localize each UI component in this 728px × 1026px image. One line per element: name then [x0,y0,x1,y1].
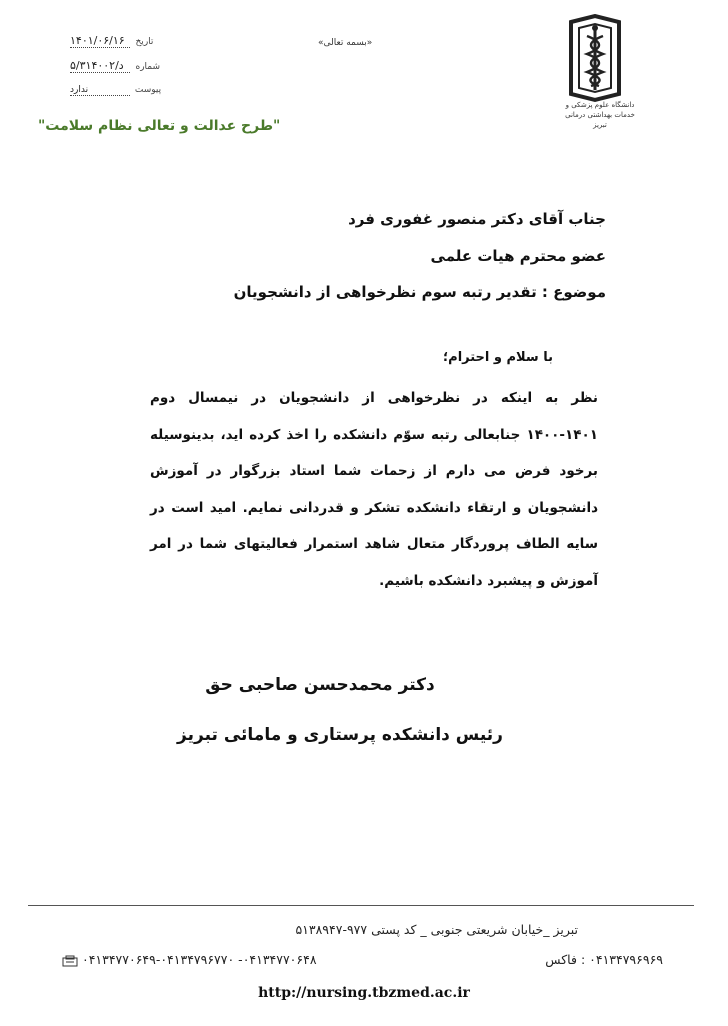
basmala: «بسمه تعالی» [318,38,373,48]
footer-divider [28,905,694,906]
recipient: جناب آقای دکتر منصور غفوری فرد [348,210,606,228]
fax-icon [62,955,78,967]
footer-fax-group [62,952,317,967]
footer-phone: ۰۴۱۳۴۷۹۶۹۶۹ : فاکس [545,952,663,967]
slogan: "طرح عدالت و تعالی نظام سلامت" [38,118,281,134]
number-row [70,59,170,73]
recipient-position: عضو محترم هیات علمی [430,247,606,265]
greeting: با سلام و احترام؛ [442,350,553,365]
footer-address: تبریز _خیابان شریعتی جنوبی _ کد پستی ۹۷۷-۵۱۳۸۹۴۷ [295,922,578,937]
date-row [70,34,170,48]
letter-body [150,380,598,599]
date-label: تاریخ [135,37,154,47]
university-name: دانشگاه علوم پزشکی و خدمات بهداشتی درمانی تبریز [565,101,635,129]
number-value: ۵/د/۳۱۴۰۰۲ [70,59,130,73]
signatory-name: دکتر محمدحسن صاحبی حق [205,675,435,695]
number-label: شماره [135,62,161,72]
subject: موضوع : تقدیر رتبه سوم نظرخواهی از دانشجویان [233,283,606,301]
footer-fax-numbers: ۰۴۱۳۴۷۷۰۶۴۸- ۰۴۱۳۴۷۷۰۶۴۹-۰۴۱۳۴۷۹۶۷۷۰ [81,952,317,967]
signatory-title: رئیس دانشکده پرستاری و مامائی تبریز [177,725,503,745]
attachment-label: پیوست [134,85,162,95]
date-value: ۱۴۰۱/۰۶/۱۶ [70,34,130,48]
attachment-value: ندارد [70,85,130,96]
website-url[interactable]: http://nursing.tbzmed.ac.ir [258,985,470,1001]
university-logo-icon [565,14,625,114]
letter-body-text: نظر به اینکه در نظرخواهی از دانشجویان در نیمسال دوم ۱۴۰۱-۱۴۰۰ جنابعالی رتبه سوّم دانشکده را اخذ کرده اید، بدینوسیله برخود فرض می دارم از زحمات شما استاد بزرگوار در آموزش دانشجویان و ارتقاء دانشکده تشکر و قدردانی نمایم. امید است در سایه الطاف پروردگار متعال شاهد استمرار فعالیتهای شما در امر آموزش و پیشبرد دانشکده باشیم. [150,390,598,589]
attachment-row [70,85,170,96]
